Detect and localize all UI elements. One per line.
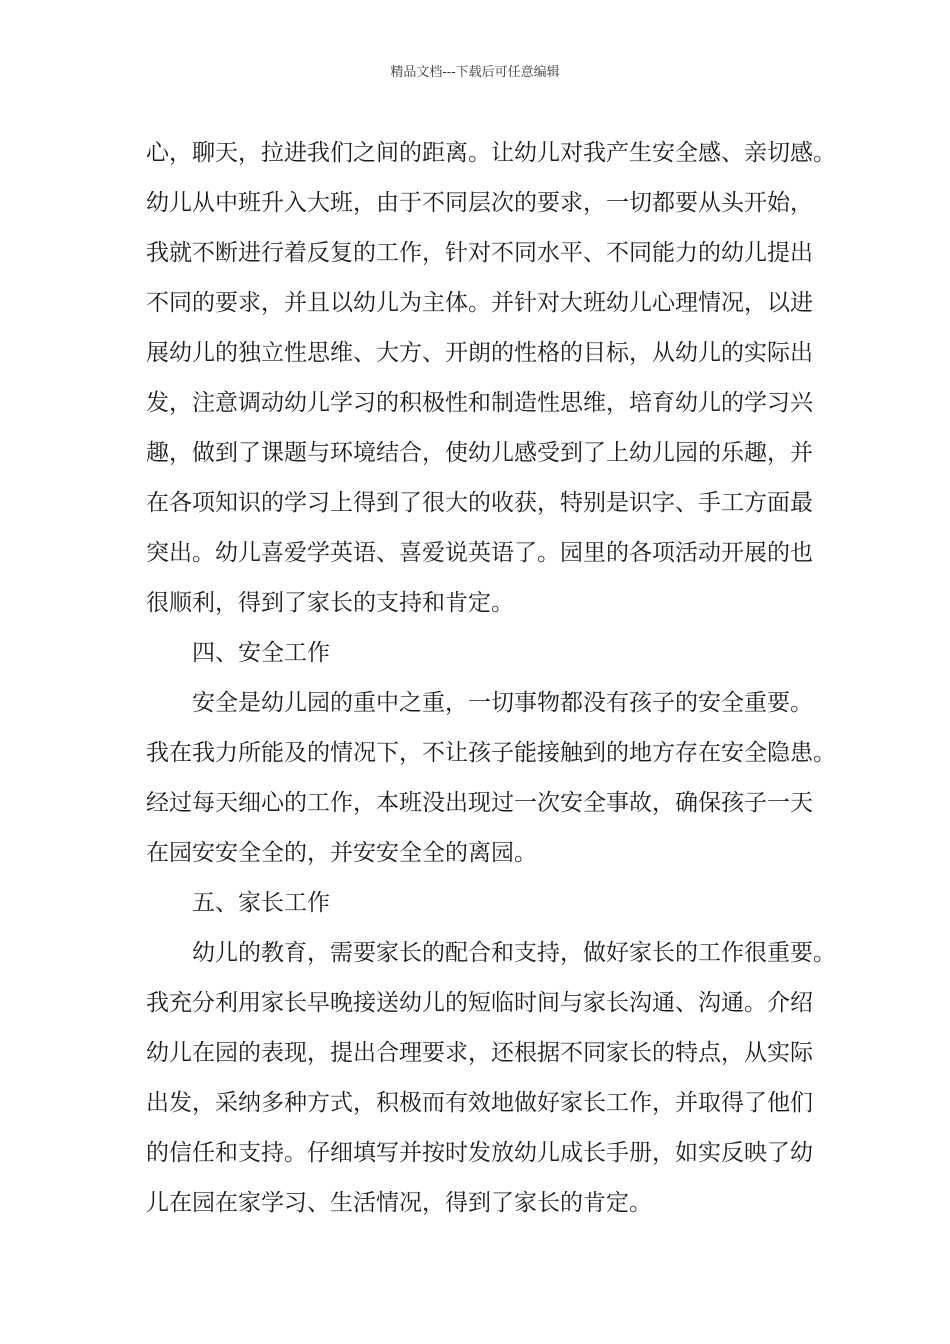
paragraph-line: 很顺利，得到了家长的支持和肯定。: [146, 590, 514, 616]
page-header: 精品文档---下载后可任意编辑: [390, 65, 560, 80]
paragraph-line: 我在我力所能及的情况下，不让孩子能接触到的地方存在安全隐患。: [146, 740, 836, 766]
paragraph-line: 幼儿从中班升入大班，由于不同层次的要求，一切都要从头开始，: [146, 190, 813, 216]
paragraph-line: 突出。幼儿喜爱学英语、喜爱说英语了。园里的各项活动开展的也: [146, 540, 813, 566]
paragraph-line: 我充分利用家长早晚接送幼儿的短临时间与家长沟通、沟通。介绍: [146, 990, 813, 1016]
paragraph-line: 不同的要求，并且以幼儿为主体。并针对大班幼儿心理情况，以进: [146, 290, 813, 316]
paragraph-line: 安全是幼儿园的重中之重，一切事物都没有孩子的安全重要。: [192, 690, 813, 716]
paragraph-line: 心，聊天，拉进我们之间的距离。让幼儿对我产生安全感、亲切感。: [146, 140, 836, 166]
paragraph-line: 的信任和支持。仔细填写并按时发放幼儿成长手册，如实反映了幼: [146, 1140, 813, 1166]
section-heading-safety: 四、安全工作: [192, 640, 330, 666]
paragraph-line: 发，注意调动幼儿学习的积极性和制造性思维，培育幼儿的学习兴: [146, 390, 813, 416]
paragraph-line: 展幼儿的独立性思维、大方、开朗的性格的目标，从幼儿的实际出: [146, 340, 813, 366]
paragraph-line: 经过每天细心的工作，本班没出现过一次安全事故，确保孩子一天: [146, 790, 813, 816]
paragraph-line: 趣，做到了课题与环境结合，使幼儿感受到了上幼儿园的乐趣，并: [146, 440, 813, 466]
paragraph-line: 幼儿的教育，需要家长的配合和支持，做好家长的工作很重要。: [192, 940, 836, 966]
paragraph-line: 出发，采纳多种方式，积极而有效地做好家长工作，并取得了他们: [146, 1090, 813, 1116]
paragraph-line: 我就不断进行着反复的工作，针对不同水平、不同能力的幼儿提出: [146, 240, 813, 266]
paragraph-line: 在各项知识的学习上得到了很大的收获，特别是识字、手工方面最: [146, 490, 813, 516]
document-body: [146, 128, 846, 1228]
paragraph-line: 在园安安全全的，并安安全全的离园。: [146, 840, 537, 866]
paragraph-line: 幼儿在园的表现，提出合理要求，还根据不同家长的特点，从实际: [146, 1040, 813, 1066]
paragraph-line: 儿在园在家学习、生活情况，得到了家长的肯定。: [146, 1190, 652, 1216]
section-heading-parents: 五、家长工作: [192, 890, 330, 916]
